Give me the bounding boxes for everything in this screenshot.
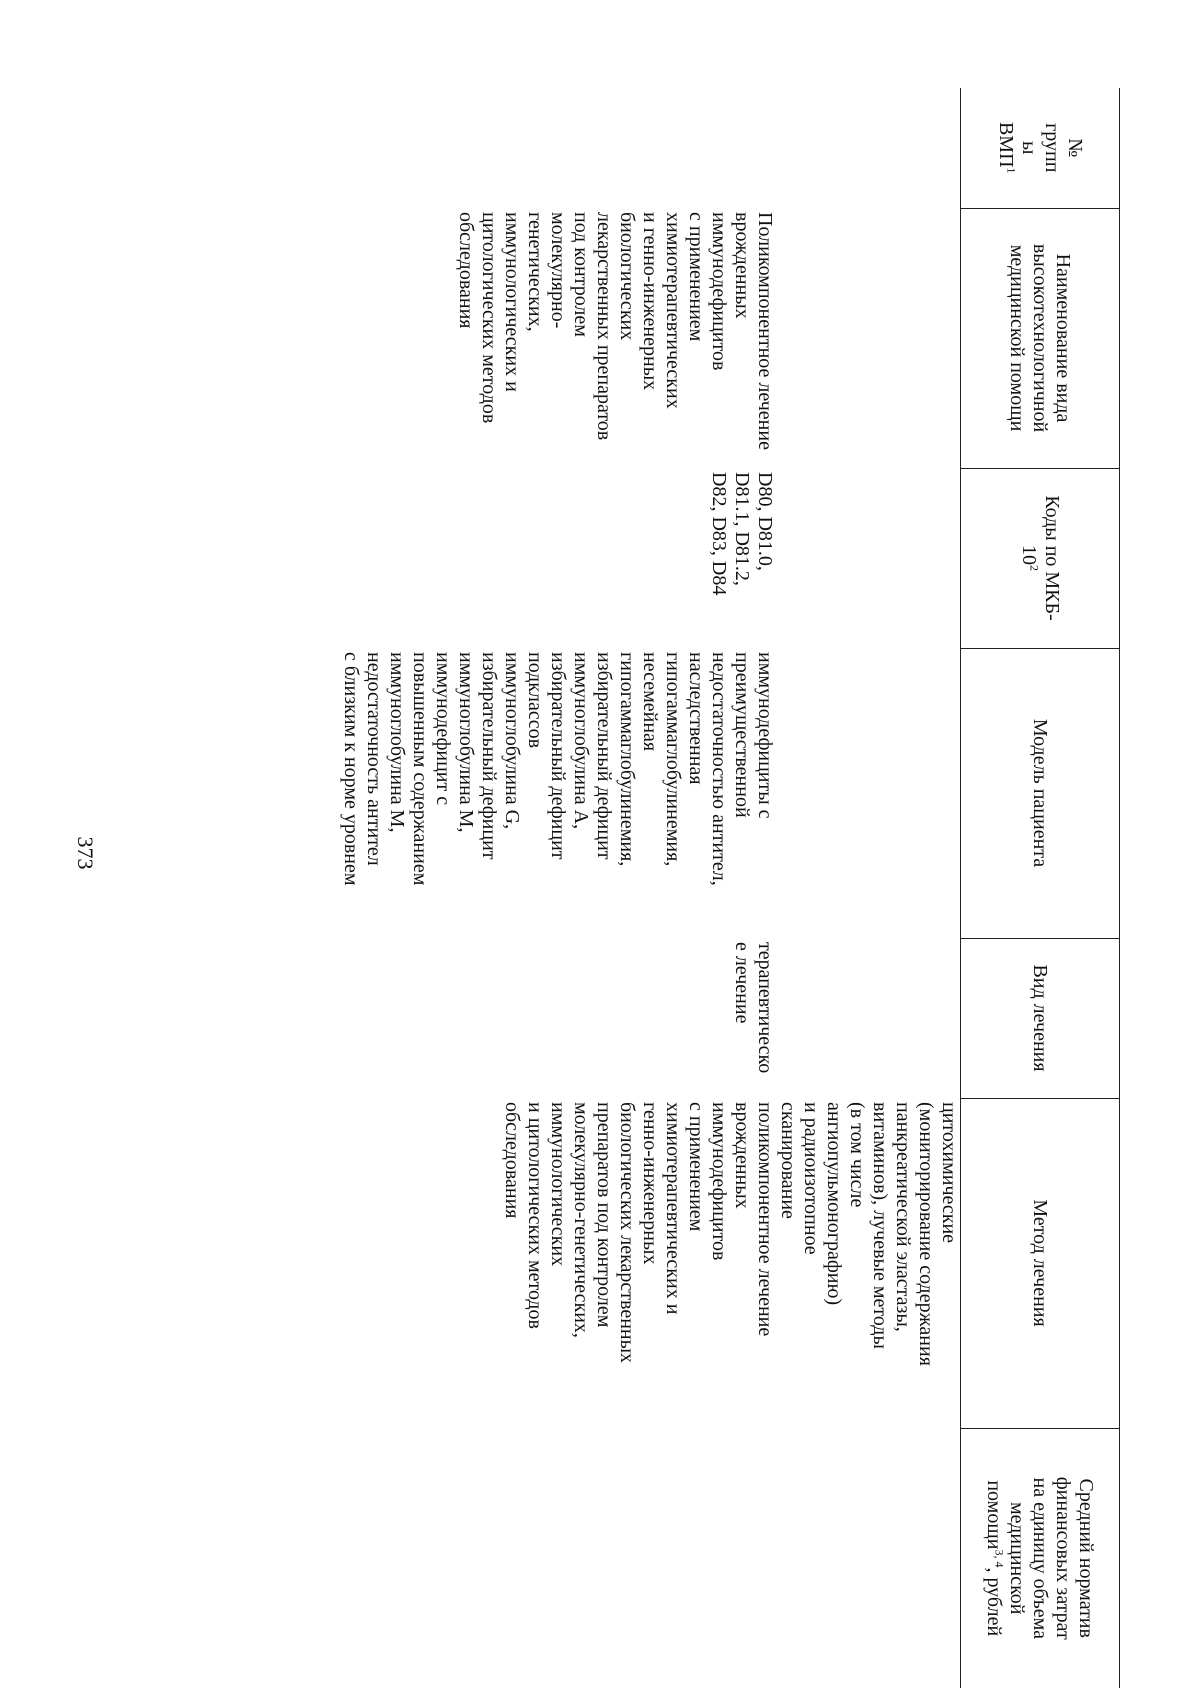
header-group-no: № групп ы ВМП$^1$ (961, 88, 1120, 208)
header-treatment-method: Метод лечения (961, 1098, 1120, 1428)
cell-cost (776, 1428, 961, 1688)
cell-treatment-type: терапевтическо е лечение (731, 942, 776, 1074)
vmp-table (339, 88, 1120, 1688)
header-row (961, 88, 1120, 1688)
rotated-table-container (60, 88, 1120, 1688)
cell-codes (776, 468, 961, 648)
cell-cost (339, 1428, 776, 1688)
page-number: 373 (73, 836, 98, 870)
cell-name (776, 208, 961, 468)
cell-patient-model (776, 648, 961, 938)
table-row (776, 88, 961, 1688)
cell-name: Поликомпонентное лечение врожденных иммунодефицитов с применением химиотерапевтических и генно-инженерных биологических лекарственных препаратов под контролем молекулярно- генетических, иммунологических и цитологических методов обследования (455, 212, 776, 450)
header-cost: Средний норматив финансовых затрат на единицу объема медицинской помощи$^{3, 4}$, рублей (961, 1428, 1120, 1688)
header-treatment-type: Вид лечения (961, 938, 1120, 1098)
table-body (339, 88, 961, 1688)
cell-treatment-type (776, 938, 961, 1098)
header-patient-model: Модель пациента (961, 648, 1120, 938)
cell-group-no (339, 88, 776, 208)
header-codes: Коды по МКБ- $10^2$ (961, 468, 1120, 648)
cell-patient-model: иммунодефициты с преимущественной недостаточностью антител, наследственная гипогаммаглобулинемия, несемейная гипогаммаглобулинемия, избирательный дефицит иммуноглобулина A, избирательный дефицит подклассов иммуноглобулина G, избирательный дефицит иммуноглобулина M, иммунодефицит с повышенным содержанием иммуноглобулина M, недостаточность антител с близким к норме уровнем (340, 652, 776, 886)
cell-codes: D80, D81.0, D81.1, D81.2, D82, D83, D84 (708, 472, 776, 596)
cell-treatment-method: поликомпонентное лечение врожденных иммунодефицитов с применением химиотерапевтических и генно-инженерных биологических лекарственных препаратов под контролем молекулярно-генетических, иммунологических и цитологических методов обследования (501, 1102, 776, 1364)
header-name: Наименование вида высокотехнологичной медицинской помощи (961, 208, 1120, 468)
cell-group-no (776, 88, 961, 208)
table-header (961, 88, 1120, 1688)
cell-treatment-method: цитохимические (мониторирование содержания панкреатической эластазы, витаминов), лучевые методы (в том числе ангиопульмонографию) и радиоизотопное сканирование (777, 1102, 960, 1366)
table-row (339, 88, 776, 1688)
